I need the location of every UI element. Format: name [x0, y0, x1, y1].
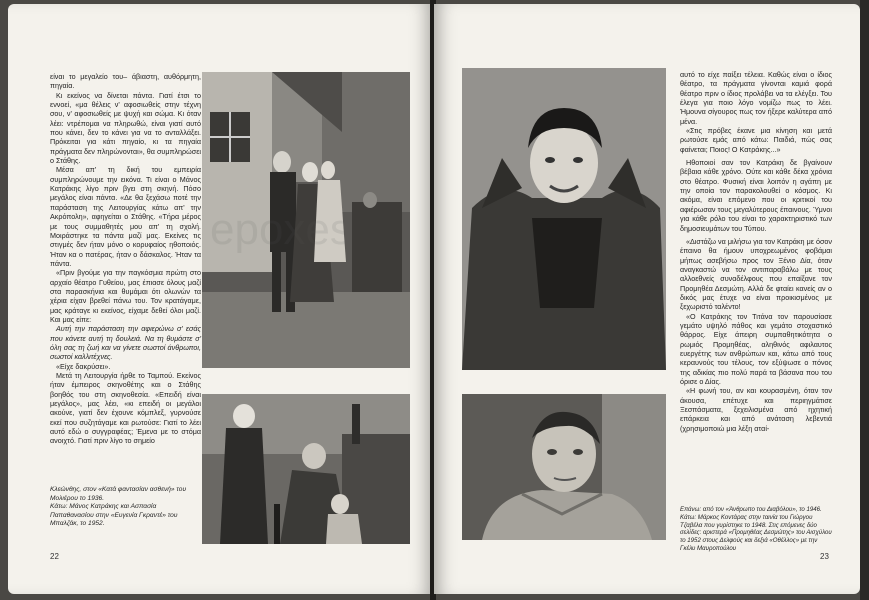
paragraph: Ηθοποιοί σαν τον Κατράκη δε βγαίνουν βέβαια κάθε χρόνο. Ούτε και κάθε δέκα χρόνια στο θέατρο. Φυσική είναι λοιπόν η αγάπη με την οποία τον παρακολουθεί ο κόσμος. Κι ακόμα, είναι επόμενο που οι κριτικοί του αφιέρωσαν τους μεγαλύτερους έπαινους. Ύμνοι για κάθε ρόλο του είναι το χαρακτηριστικό των δημοσιευμάτων του Τύπου. — [680, 158, 832, 233]
caption-right: Επάνω: από τον «Άνθρωπο του Διαβόλου», το 1946. Κάτω: Μάρκος Κοντάρας στην ταινία του Γιώργου Τζαβέλα που γυρίστηκε το 1948. Στις επόμενες δύο σελίδες: αριστερά «Προμηθέας Δεσμώτης» του Αισχύλου το 1952 στους Δελφούς και δεξιά «Οθέλλος» με την Γκέλυ Μαυροπούλου — [680, 506, 832, 552]
paragraph: αυτό το είχε παίξει τέλεια. Καθώς είναι ο ίδιος θέατρο, τα πράγματα γίνονται καμιά φορά θέατρο πριν ο ίδιος προλάβει να τα ελέγξει. Του έλεγα για ποιο λόγο νομίζω πως το λέει. Ήμουνα σίγουρος πως τον ήξερε καλύτερα από μένα. — [680, 70, 832, 126]
right-page — [434, 4, 860, 594]
paragraph: «Η φωνή του, αν και κουρασμένη, όταν τον άκουσα, επέτυχε και περιηγμάτισε Ξεσπάσματα, ξεχειλισμένα από ηχητική επάρκεια και από ανάταση λεβεντιά (χρησιμοποιώ μια λέξη αταί- — [680, 386, 832, 433]
page-number-right: 23 — [820, 552, 829, 561]
stage-photo-eugenie-grandet — [202, 394, 410, 544]
paragraph: Κι εκείνος να δίνεται πάντα. Γιατί έτσι το εννοεί, «μα θέλεις ν' αφοσιωθείς στην τέχνη σου, ν' αφοσιωθείς με ψυχή και σώμα. Κι όταν λέει: ντρέπομαι να πληρωθώ, είναι γιατί αυτό που κάνει, δεν το κάνει για να το ανταλλάξει. Πρόκειται για κάτι πηγαίο, κι τα πηγαία πράγματα δεν πληρώνονται», θα συμπληρώσει ο Στάθης. — [50, 90, 201, 166]
page-number-left: 22 — [50, 552, 59, 561]
caption-left — [50, 486, 200, 529]
paragraph-quote: Αυτή την παράσταση την αφιερώνω σ' εσάς που κάνετε αυτή τη δουλειά. Να τη θυμάστε σ' όλη σας τη ζωή και να γίνετε σωστοί άνθρωποι, σωστοί καλλιτέχνες. — [50, 324, 201, 362]
right-text-column — [680, 70, 832, 510]
film-still-photo — [462, 394, 666, 540]
paragraph: Μέσα απ' τη δική του εμπειρία συμπληρώνουμε την εικόνα. Τι είναι ο Μάνος Κατράκης λίγο πριν βγει στη σκηνή. Πόσο μεγάλος είναι πάντα. «Δε θα ξεχάσω ποτέ την παράσταση της Λειτουργίας κάτω απ' την Ακρόπολη», αφηγείται ο Στάθης. «Τήρα μέρος με τους συμμαθητές μου απ' τη σχολή. Μοιράστηκε τα πάντα μαζί μας. Εκείνες τις στιγμές δεν ήταν μόνο ο κορυφαίος ηθοποιός. Ήταν κα ο πατέρας, ήταν ο δάσκαλος. Ήταν τα πάντα. — [50, 165, 201, 268]
book-edge — [860, 0, 869, 600]
watermark-text: epoxes — [210, 205, 352, 254]
portrait-photo-devils-man — [462, 68, 666, 370]
paragraph: «Διστάζω να μιλήσω για τον Κατράκη με όσον έπαινο θα ήμουν υποχρεωμένος φοβάμαι μήπως ασεβήσω προς τον Ξένιο Δία, όταν αναγκαστώ να τον αντιπαραβάλω με τους αλλοεθνείς συναδέλφους που επαίξανε τον Προμηθέα Δεσμώτη. Αλλά δε φταίει κανείς αν ο δικός μας έτυχε να είναι προικισμένος με ξεχωριστό ταλέντο! — [680, 236, 832, 312]
caption-line: Κάτω: Μάνος Κατράκης και Ασπασία Παπαθανασίου στην «Ευγενία Γκραντέ» του Μπαλζάκ, το 1952. — [50, 503, 178, 528]
paragraph: είναι το μεγαλείο του– άβιαστη, αυθόρμητη, πηγαία. — [50, 72, 201, 91]
left-page — [8, 4, 432, 594]
paragraph: «Ο Κατράκης τον Τιτάνα τον παρουσίασε γεμάτο υψηλό πάθος και γεμάτο στοχαστικό θάρρος. Είχε άπειρη συμπαθητικότητα ο ρωμιός Προμηθέας, αληθινός αφιλαυτος ευεργέτης των ανθρώπων και, κάτω από τους κεραυνούς του τέλους, τον εξύψωσε ο πόνος της αδικίας πιο πολύ παρά τα βάσανα που του όρισε ο Δίας. — [680, 311, 832, 386]
left-text-column — [50, 72, 201, 462]
caption-line: Κλεώνθης, στον «Κατά φαντασίαν ασθενή» του Μολιέρου το 1936. — [50, 486, 187, 502]
paragraph: «Είχε δακρύσει». — [56, 361, 111, 371]
paragraph: Μετά τη Λειτουργία ήρθε το Ταμπού. Εκείνος ήταν έμπειρος σκηνοθέτης και ο Στάθης βοηθός του στη σκηνοθεσία. «Επειδή είναι μεγάλος», μας λέει, «κι επειδή οι μεγάλοι ακούνε, γιατί δεν έχουνε κόμπλεξ, γυρνούσε εκεί που συζητάγαμε και ρωτούσε: Γιατί το λέει αυτό εδώ ο συγγραφέας; Έμενα με το στόμα ανοιχτό. Γιατί πριν λίγο το σημείο — [50, 371, 201, 446]
paragraph: «Πριν βγούμε για την παγκόσμια πρώτη στο αρχαίο θέατρο Γυθείου, μας έπιασε όλους μαζί στα παρασκήνια και θυμάμαι ότι ολωνών τα χέρια είχαν βρεθεί πάνω του. Τον κρατάγαμε, μας κράταγε κι εκείνος, είχαμε δεθεί όλοι μαζί. Και μας είπε: — [50, 268, 201, 324]
paragraph: «Στις πρόβες έκανε μια κίνηση και μετά ρωτούσε εμάς από κάτω: Παιδιά, πώς σας φαίνεται; Ποιος! Ο Κατράκης...» — [680, 126, 832, 154]
